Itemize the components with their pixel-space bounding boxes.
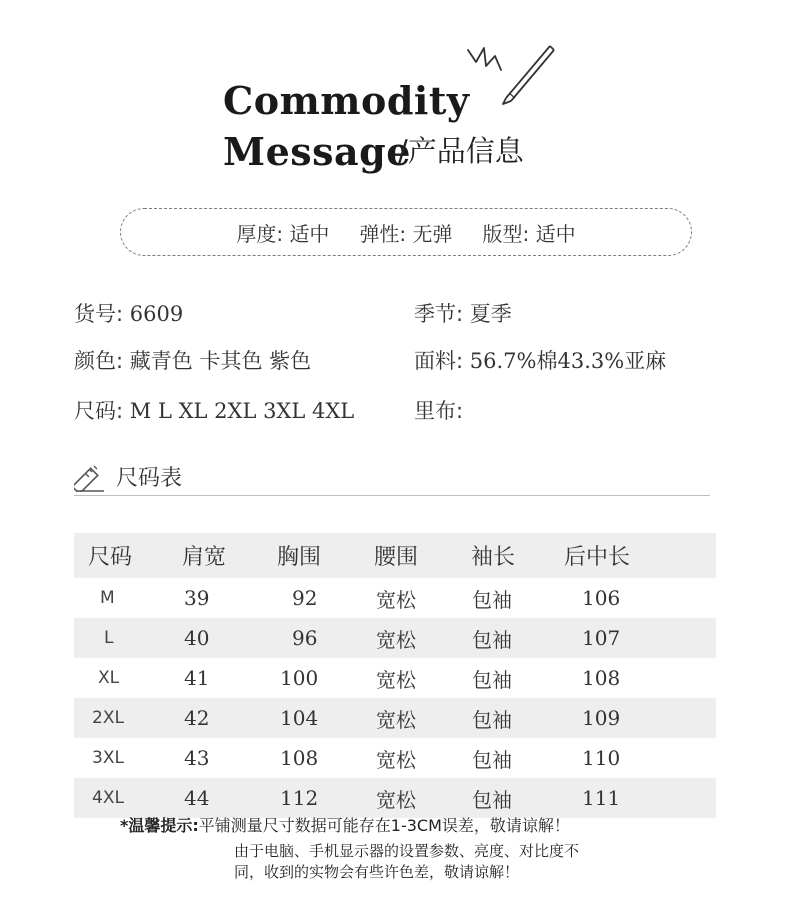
cell-waist: 宽松	[376, 587, 416, 612]
table-header-row	[74, 533, 716, 578]
cell-shoulder: 43	[184, 746, 210, 770]
cell-sleeve: 包袖	[472, 627, 512, 652]
info-sku: 货号: 6609	[74, 302, 184, 326]
cell-back-length: 107	[582, 626, 621, 650]
attribute-elasticity: 弹性: 无弹	[359, 221, 453, 246]
size-chart-heading	[74, 462, 710, 498]
cell-chest: 112	[280, 786, 319, 810]
cell-waist: 宽松	[376, 747, 416, 772]
cell-shoulder: 42	[184, 706, 210, 730]
cell-back-length: 110	[582, 746, 621, 770]
cell-chest: 96	[292, 626, 318, 650]
size-table	[74, 533, 716, 818]
cell-size: 4XL	[92, 788, 124, 808]
cell-shoulder: 40	[184, 626, 210, 650]
cell-shoulder: 44	[184, 786, 210, 810]
column-header-waist: 腰围	[374, 545, 419, 570]
cell-sleeve: 包袖	[472, 787, 512, 812]
cell-back-length: 106	[582, 586, 621, 610]
divider	[74, 495, 710, 496]
note-label: *温馨提示:	[120, 816, 199, 835]
attribute-thickness: 厚度: 适中	[236, 221, 330, 246]
cell-waist: 宽松	[376, 707, 416, 732]
info-color: 颜色: 藏青色 卡其色 紫色	[74, 349, 312, 373]
note-line-3: 同，收到的实物会有些许色差，敬请谅解！	[234, 863, 520, 881]
cell-chest: 100	[280, 666, 319, 690]
cell-size: XL	[98, 668, 120, 688]
table-row	[74, 578, 716, 618]
info-fabric: 面料: 56.7%棉43.3%亚麻	[414, 349, 667, 373]
pen-icon	[462, 40, 558, 106]
cell-sleeve: 包袖	[472, 747, 512, 772]
note-line-1	[120, 815, 570, 837]
size-chart-title: 尺码表	[116, 466, 183, 491]
cell-size: 2XL	[92, 708, 124, 728]
table-row	[74, 618, 716, 658]
cell-back-length: 109	[582, 706, 621, 730]
cell-waist: 宽松	[376, 627, 416, 652]
column-header-shoulder: 肩宽	[182, 545, 227, 570]
cell-waist: 宽松	[376, 787, 416, 812]
table-row	[74, 778, 716, 818]
table-row	[74, 658, 716, 698]
cell-chest: 104	[280, 706, 319, 730]
cell-chest: 92	[292, 586, 318, 610]
cell-size: L	[104, 628, 114, 648]
cell-waist: 宽松	[376, 667, 416, 692]
column-header-size: 尺码	[88, 545, 133, 570]
info-season: 季节: 夏季	[414, 302, 512, 326]
info-size: 尺码: M L XL 2XL 3XL 4XL	[74, 399, 355, 423]
cell-size: M	[100, 588, 115, 608]
column-header-back-length: 后中长	[564, 545, 631, 570]
cell-size: 3XL	[92, 748, 124, 768]
column-header-chest: 胸围	[277, 545, 322, 570]
info-lining: 里布:	[414, 399, 464, 423]
cell-back-length: 108	[582, 666, 621, 690]
attribute-fit: 版型: 适中	[482, 221, 576, 246]
cell-chest: 108	[280, 746, 319, 770]
attribute-box	[120, 208, 692, 256]
table-row	[74, 698, 716, 738]
cell-sleeve: 包袖	[472, 667, 512, 692]
title-line-1: Commodity	[223, 78, 470, 123]
note-text-1: 平铺测量尺寸数据可能存在1-3CM误差，敬请谅解！	[198, 816, 570, 835]
cell-shoulder: 41	[184, 666, 210, 690]
column-header-sleeve: 袖长	[471, 545, 516, 570]
cell-shoulder: 39	[184, 586, 210, 610]
cell-sleeve: 包袖	[472, 707, 512, 732]
table-row	[74, 738, 716, 778]
cell-back-length: 111	[582, 786, 621, 810]
cell-sleeve: 包袖	[472, 587, 512, 612]
note-line-2: 由于电脑、手机显示器的设置参数、亮度、对比度不	[234, 842, 580, 860]
title-chinese: /产品信息	[398, 134, 524, 168]
title-line-2: Message	[223, 129, 411, 174]
ruler-icon	[74, 464, 108, 492]
